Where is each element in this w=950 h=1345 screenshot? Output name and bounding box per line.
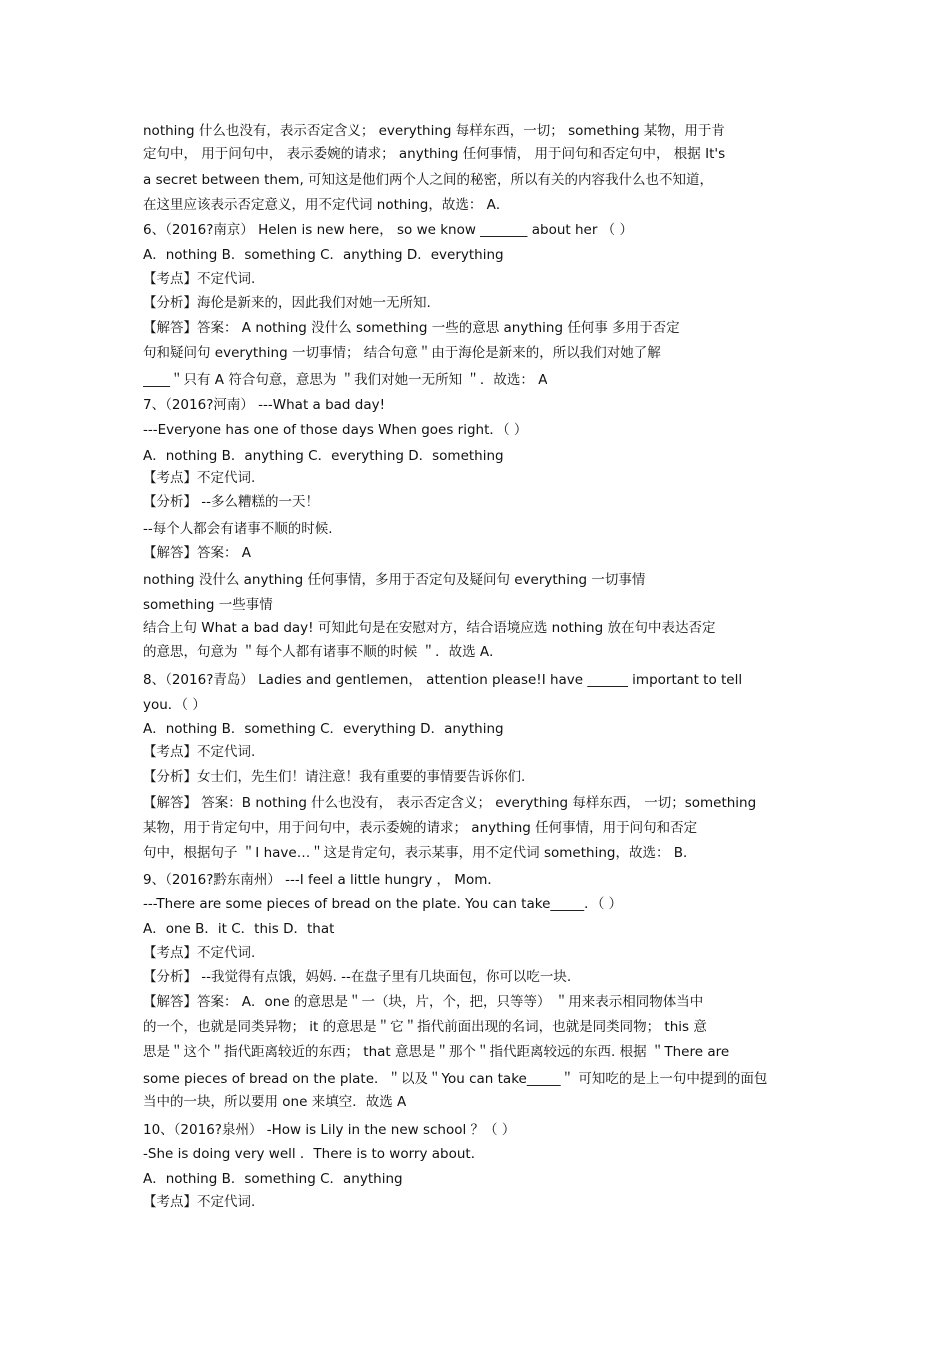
text-line: 某物，用于肯定句中，用于问句中，表示委婉的请求； anything 任何事情，用于问句和否定 xyxy=(143,820,698,836)
text-line: 句中，根据句子 ＂I have…＂这是肯定句，表示某事，用不定代词 something，故选： B． xyxy=(143,845,697,861)
text-line: something 一些事情 xyxy=(143,597,273,613)
text-line: A．nothing B．something C．anything xyxy=(143,1171,403,1187)
text-line: some pieces of bread on the plate．＂以及＂You can take_____＂ 可知吃的是上一句中提到的面包 xyxy=(143,1071,768,1087)
text-line: 【解答】答案： A nothing 没什么 something 一些的意思 anything 任何事 多用于否定 xyxy=(143,320,680,336)
text-line: 【考点】不定代词. xyxy=(143,945,256,961)
text-line: ____＂只有 A 符合句意，意思为 ＂我们对她一无所知 ＂．故选： A xyxy=(143,372,548,388)
text-line: 10、（2016?泉州） -How is Lily in the new school ？（ ） xyxy=(143,1122,516,1138)
text-line: A．nothing B．something C．everything D．anything xyxy=(143,721,504,737)
text-line: 9、（2016?黔东南州） ---I feel a little hungry ， Mom． xyxy=(143,872,501,888)
text-line: 【分析】 --我觉得有点饿，妈妈. --在盘子里有几块面包，你可以吃一块. xyxy=(143,969,572,985)
text-line: nothing 没什么 anything 任何事情，多用于否定句及疑问句 everything 一切事情 xyxy=(143,572,646,588)
text-line: 当中的一块，所以要用 one 来填空．故选 A xyxy=(143,1094,407,1110)
text-line: 【解答】答案： A．one 的意思是＂一（块，片，个，把，只等等） ＂用来表示相同物体当中 xyxy=(143,994,704,1010)
text-line: ---There are some pieces of bread on the plate. You can take_____．（ ） xyxy=(143,896,623,912)
text-line: -She is doing very well ．There is to worry about． xyxy=(143,1146,485,1162)
text-line: A．one B．it C．this D．that xyxy=(143,921,335,937)
text-line: 定句中， 用于问句中， 表示委婉的请求； anything 任何事情， 用于问句和否定句中， 根据 It's xyxy=(143,146,726,162)
text-line: A．nothing B．anything C．everything D．something xyxy=(143,448,504,464)
text-line: 的意思，句意为 ＂每个人都有诸事不顺的时候 ＂．故选 A． xyxy=(143,644,503,660)
text-line: 8、（2016?青岛） Ladies and gentlemen， attention please!I have ______ important to tell xyxy=(143,672,743,688)
text-line: 6、（2016?南京） Helen is new here， so we know _______ about her （ ） xyxy=(143,222,633,238)
text-line: 【解答】答案： A xyxy=(143,545,252,561)
text-line: 【分析】 --多么糟糕的一天！ xyxy=(143,494,320,510)
text-line: you．（ ） xyxy=(143,697,206,713)
text-line: 【分析】海伦是新来的，因此我们对她一无所知. xyxy=(143,295,431,311)
text-line: 思是＂这个＂指代距离较近的东西； that 意思是＂那个＂指代距离较远的东西. 根据 ＂There are xyxy=(143,1044,730,1060)
text-line: nothing 什么也没有，表示否定含义； everything 每样东西，一切； something 某物，用于肯 xyxy=(143,123,725,139)
text-line: 在这里应该表示否定意义，用不定代词 nothing，故选： A． xyxy=(143,197,510,213)
text-line: 句和疑问句 everything 一切事情； 结合句意＂由于海伦是新来的，所以我们对她了解 xyxy=(143,345,661,361)
text-line: 结合上句 What a bad day! 可知此句是在安慰对方，结合语境应选 nothing 放在句中表达否定 xyxy=(143,620,716,636)
text-line: 【解答】 答案：B nothing 什么也没有， 表示否定含义； everything 每样东西， 一切；something xyxy=(143,795,757,811)
text-line: 【考点】不定代词. xyxy=(143,271,256,287)
text-line: 的一个，也就是同类异物； it 的意思是＂它＂指代前面出现的名词，也就是同类同物； this 意 xyxy=(143,1019,707,1035)
text-line: 7、（2016?河南） ---What a bad day! xyxy=(143,397,386,413)
text-line: A．nothing B．something C．anything D．everything xyxy=(143,247,504,263)
text-line: 【考点】不定代词. xyxy=(143,744,256,760)
text-line: a secret between them, 可知这是他们两个人之间的秘密，所以有关的内容我什么也不知道， xyxy=(143,172,714,188)
text-line: --每个人都会有诸事不顺的时候. xyxy=(143,521,333,537)
text-line: 【考点】不定代词. xyxy=(143,470,256,486)
text-line: 【考点】不定代词. xyxy=(143,1194,256,1210)
text-line: 【分析】女士们，先生们！请注意！我有重要的事情要告诉你们. xyxy=(143,769,526,785)
text-line: ---Everyone has one of those days When goes right．（ ） xyxy=(143,422,528,438)
